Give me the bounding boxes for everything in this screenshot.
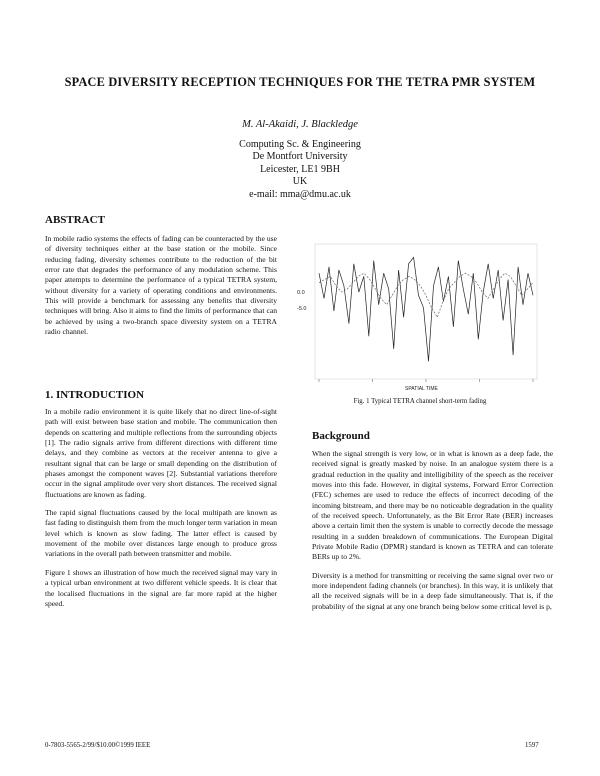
background-text — [312, 449, 553, 620]
footer-copyright: 0-7803-5565-2/99/$10.00©1999 IEEE — [45, 742, 151, 749]
paper-title: SPACE DIVERSITY RECEPTION TECHNIQUES FOR THE TETRA PMR SYSTEM — [64, 75, 536, 89]
introduction-heading: 1. INTRODUCTION — [45, 389, 145, 401]
background-heading: Background — [312, 430, 370, 442]
y-tick-label-1: -5.0 — [297, 306, 307, 312]
affiliation-university: De Montfort University — [252, 151, 348, 163]
intro-paragraph-3: Figure 1 shows an illustration of how much the received signal may vary in a typical urban environment at two different vehicle speeds. It is clear that the localised fluctuations in the signal are far more rapid at the higher speed. — [45, 567, 277, 608]
abstract-text — [45, 234, 277, 345]
intro-paragraph-2: The rapid signal fluctuations caused by the local multipath are known as fast fading to distinguish them from the much longer term variation in mean level which is known as slow fading. The latter effect is caused by movement of the mobile over distances large enough to produce gross variations in the overall path between transmitter and mobile. — [45, 508, 277, 559]
y-tick-label-0: 0.0 — [297, 290, 305, 296]
abstract-heading: ABSTRACT — [45, 214, 105, 226]
chart-background — [297, 236, 547, 396]
background-paragraph-2: Diversity is a method for transmitting or receiving the same signal over two or more independent fading channels (or branches). In this way, it is unlikely that all the received signals will be in a deep fade simultaneously. That is, if the probability of the signal at any one branch being below some critical level is p, — [312, 570, 553, 611]
introduction-text — [45, 407, 277, 617]
affiliation-country: UK — [292, 176, 308, 188]
affiliation-dept: Computing Sc. & Engineering — [239, 139, 361, 150]
figure-1 — [297, 236, 547, 396]
intro-paragraph-1: In a mobile radio environment it is quite likely that no direct line-of-sight path will exist between base station and mobile. The communication then depends on scattering and multiple reflections from the surrounding objects [1]. The radio signals arrive from different directions with different time delays, and they combine as vectors at the receiver antenna to give a resultant signal that can be large or small depending on the distribution of phases amongst the component waves [2]. Substantial variations therefore occur in the signal amplitude over very short distances. The received signal fluctuations are known as fading. — [45, 407, 277, 499]
abstract-paragraph: In mobile radio systems the effects of fading can be counteracted by the use of diversity techniques either at the base station or the mobile. Since reducing fading, diversity schemes contribute to the reduction of the bit error rate that degrades the performance of any modulation scheme. This paper attempts to determine the performance of a typical TETRA system, without diversity for a variety of operating conditions and environments. This will provide a benchmark for assessing any benefits that diversity techniques will bring. Also it aims to find the limits of performance that can be achieved by using a two-branch space diversity system on a TETRA radio channel. — [45, 234, 277, 337]
page-number: 1597 — [525, 742, 539, 749]
figure-caption: Fig. 1 Typical TETRA channel short-term fading — [353, 398, 487, 405]
affiliation-city: Leicester, LE1 9BH — [260, 163, 340, 175]
affiliation — [170, 139, 430, 201]
authors: M. Al-Akaidi, J. Blackledge — [242, 119, 358, 130]
x-axis-label: SPATIAL TIME — [405, 386, 438, 392]
fading-chart — [297, 236, 547, 396]
background-paragraph-1: When the signal strength is very low, or in what is known as a deep fade, the received signal is greatly masked by noise. In an analogue system there is a gradual reduction in the quality and intelligibility of the speech as the receiver moves into this fade. However, in digital systems, Forward Error Correction (FEC) schemes are used to reduce the effects of incorrect decoding of the incoming bitstream, and there may be no noticeable degradation in the quality of the received speech. Unfortunately, as the Bit Error Rate (BER) increases above a certain limit then the system is unable to correctly decode the message resulting in a sudden breakdown of communications. The European Digital Private Mobile Radio (DPMR) standard is known as TETRA and can tolerate BERs up to 2%. — [312, 449, 553, 562]
affiliation-email: e-mail: mma@dmu.ac.uk — [249, 188, 351, 200]
